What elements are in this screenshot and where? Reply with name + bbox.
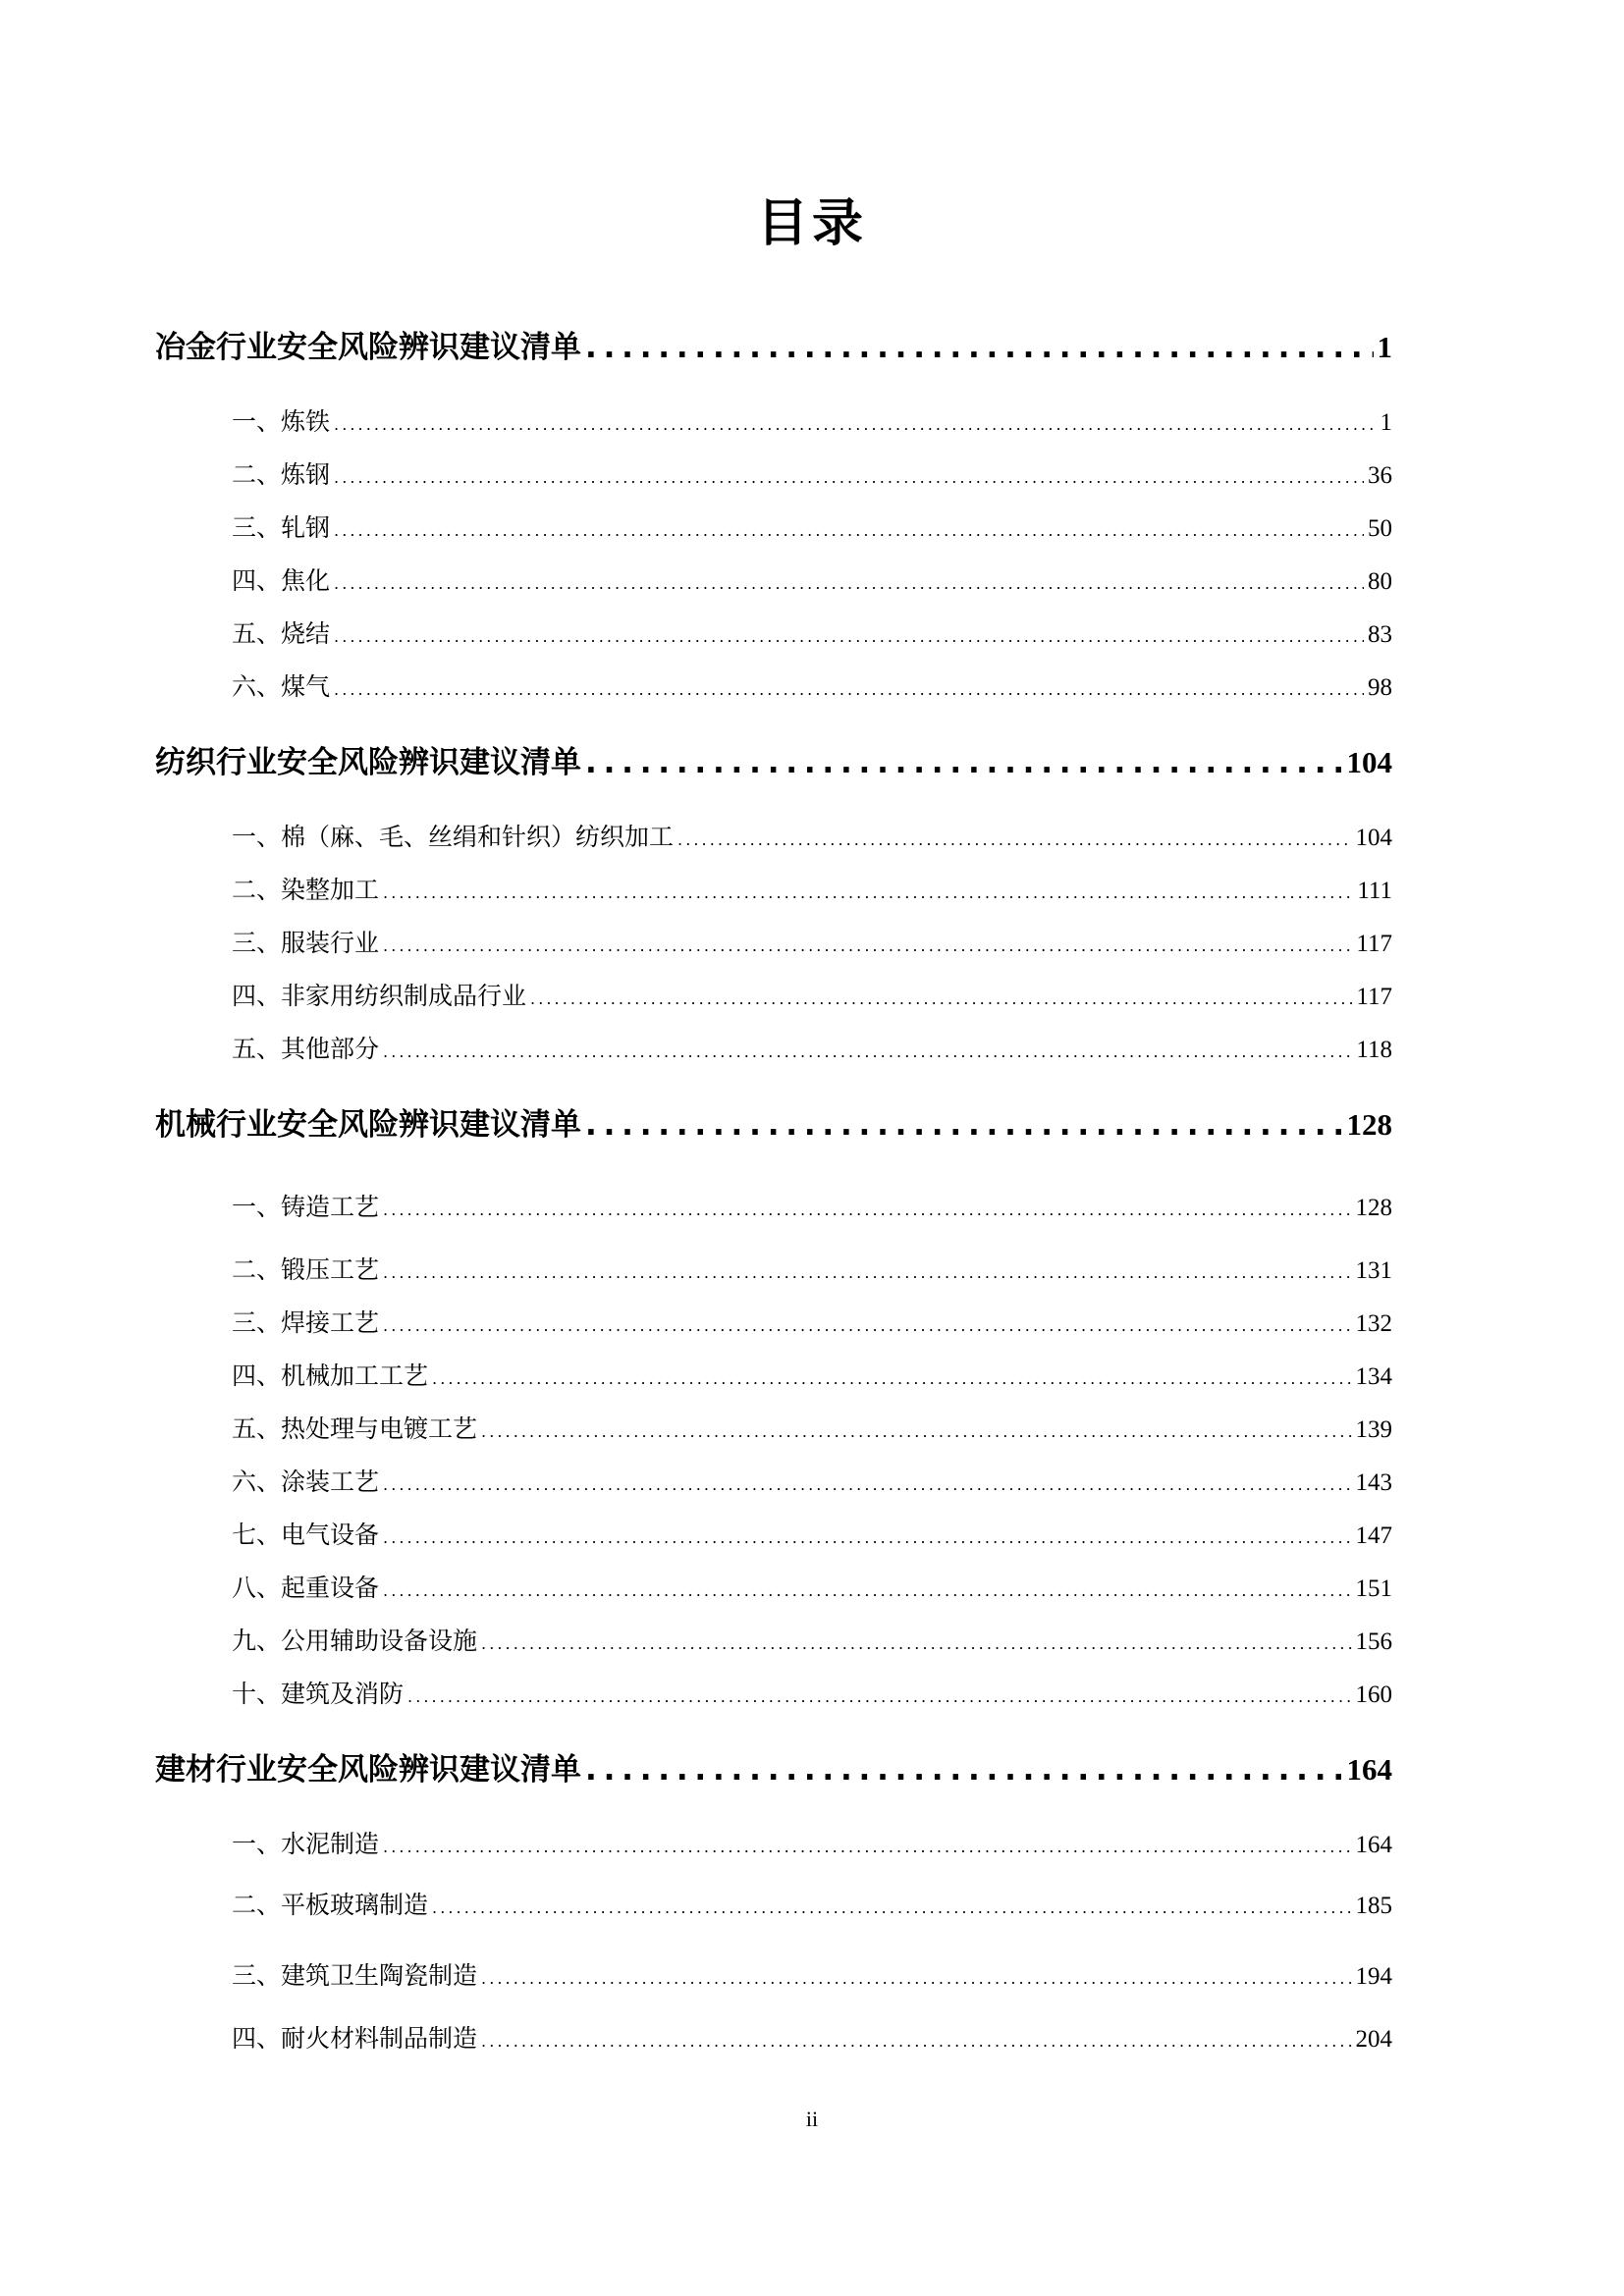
toc-item[interactable] xyxy=(232,821,1392,854)
toc-item-label: 六、涂装工艺 xyxy=(232,1468,380,1496)
toc-item[interactable] xyxy=(232,1307,1392,1340)
toc-item-label: 三、轧钢 xyxy=(232,513,331,542)
toc-section-machinery[interactable] xyxy=(155,1105,1392,1145)
toc-item[interactable] xyxy=(232,511,1392,545)
dot-leader xyxy=(383,1575,1351,1608)
dot-leader xyxy=(481,1962,1351,1996)
toc-section-textile[interactable] xyxy=(155,743,1392,782)
toc-page-number: 147 xyxy=(1355,1522,1392,1549)
toc-page-number: 104 xyxy=(1346,745,1392,779)
toc-item-label: 四、耐火材料制品制造 xyxy=(232,2024,478,2053)
dot-leader xyxy=(334,514,1364,548)
toc-item[interactable] xyxy=(232,670,1392,704)
toc-page-number: 104 xyxy=(1355,825,1392,851)
toc-item-label: 二、锻压工艺 xyxy=(232,1255,380,1284)
toc-section-label: 纺织行业安全风险辨识建议清单 xyxy=(155,745,581,780)
dot-leader xyxy=(432,1892,1351,1925)
toc-item-label: 九、公用辅助设备设施 xyxy=(232,1627,478,1655)
toc-item[interactable] xyxy=(232,1254,1392,1287)
toc-page-number: 50 xyxy=(1368,515,1392,542)
dot-leader xyxy=(677,824,1351,857)
toc-item-label: 四、非家用纺织制成品行业 xyxy=(232,982,527,1010)
toc-item[interactable] xyxy=(232,1413,1392,1446)
toc-item[interactable] xyxy=(232,1828,1392,1861)
toc-page-number: 134 xyxy=(1355,1363,1392,1390)
toc-item-label: 三、焊接工艺 xyxy=(232,1308,380,1337)
dot-leader xyxy=(481,1415,1351,1449)
toc-item[interactable] xyxy=(232,617,1392,651)
dot-leader xyxy=(585,1105,1343,1145)
dot-leader xyxy=(481,2025,1351,2058)
toc-item-label: 二、染整加工 xyxy=(232,876,380,904)
toc-item[interactable] xyxy=(232,980,1392,1013)
toc-item-label: 五、烧结 xyxy=(232,619,331,648)
page-title: 目录 xyxy=(756,194,867,253)
toc-item-label: 三、建筑卫生陶瓷制造 xyxy=(232,1961,478,1990)
toc-page-number: 156 xyxy=(1355,1629,1392,1655)
toc-item[interactable] xyxy=(232,1191,1392,1224)
toc-page-number: 1 xyxy=(1380,409,1392,436)
toc-page-number: 36 xyxy=(1368,462,1392,489)
toc-page-number: 132 xyxy=(1355,1310,1392,1337)
toc-page-number: 139 xyxy=(1355,1416,1392,1443)
toc-section-metallurgy[interactable] xyxy=(155,328,1392,367)
dot-leader xyxy=(334,673,1364,707)
toc-page-number: 118 xyxy=(1356,1037,1392,1063)
toc-item-label: 一、棉（麻、毛、丝绢和针织）纺织加工 xyxy=(232,823,675,851)
toc-item-label: 一、炼铁 xyxy=(232,407,331,436)
toc-item[interactable] xyxy=(232,1572,1392,1605)
dot-leader xyxy=(585,1750,1343,1789)
dot-leader xyxy=(481,1628,1351,1661)
toc-item-label: 二、炼钢 xyxy=(232,460,331,489)
dot-leader xyxy=(383,1522,1351,1555)
toc-page-number: 185 xyxy=(1355,1893,1392,1919)
dot-leader xyxy=(383,1831,1351,1864)
toc-item[interactable] xyxy=(232,1889,1392,1922)
toc-item-label: 七、电气设备 xyxy=(232,1521,380,1549)
toc-item-label: 六、煤气 xyxy=(232,672,331,701)
toc-item-label: 五、热处理与电镀工艺 xyxy=(232,1415,478,1443)
toc-item[interactable] xyxy=(232,927,1392,960)
toc-item[interactable] xyxy=(232,1625,1392,1658)
toc-item-label: 二、平板玻璃制造 xyxy=(232,1891,429,1919)
toc-item-label: 四、机械加工工艺 xyxy=(232,1362,429,1390)
dot-leader xyxy=(383,1468,1351,1502)
toc-page-number: 204 xyxy=(1355,2026,1392,2053)
dot-leader xyxy=(383,1256,1351,1290)
dot-leader xyxy=(383,877,1353,910)
toc-page-number: 117 xyxy=(1356,984,1392,1010)
toc-item[interactable] xyxy=(232,2022,1392,2056)
toc-section-label: 机械行业安全风险辨识建议清单 xyxy=(155,1107,581,1143)
toc-section-label: 建材行业安全风险辨识建议清单 xyxy=(155,1752,581,1788)
toc-item[interactable] xyxy=(232,405,1392,439)
dot-leader xyxy=(383,1194,1351,1227)
toc-page-number: 160 xyxy=(1355,1682,1392,1708)
toc-page-number: 1 xyxy=(1377,330,1392,364)
toc-page-number: 131 xyxy=(1355,1257,1392,1284)
toc-section-building-materials[interactable] xyxy=(155,1750,1392,1789)
dot-leader xyxy=(334,620,1364,654)
dot-leader xyxy=(334,461,1364,495)
toc-page-number: 128 xyxy=(1355,1195,1392,1221)
toc-page-number: 80 xyxy=(1368,568,1392,595)
toc-item[interactable] xyxy=(232,874,1392,907)
toc-item-label: 四、焦化 xyxy=(232,566,331,595)
toc-page-number: 164 xyxy=(1346,1752,1392,1787)
toc-item[interactable] xyxy=(232,1959,1392,1993)
toc-page-number: 83 xyxy=(1368,621,1392,648)
dot-leader xyxy=(383,930,1352,963)
toc-page-number: 128 xyxy=(1346,1107,1392,1142)
dot-leader xyxy=(407,1681,1351,1714)
dot-leader xyxy=(383,1036,1352,1069)
dot-leader xyxy=(585,743,1343,782)
toc-page-number: 143 xyxy=(1355,1469,1392,1496)
toc-page-number: 151 xyxy=(1355,1575,1392,1602)
toc-item-label: 八、起重设备 xyxy=(232,1574,380,1602)
toc-page-number: 111 xyxy=(1357,878,1392,904)
toc-page-number: 164 xyxy=(1355,1832,1392,1858)
dot-leader xyxy=(530,983,1352,1016)
dot-leader xyxy=(432,1362,1351,1396)
dot-leader xyxy=(383,1309,1351,1343)
toc-item[interactable] xyxy=(232,564,1392,598)
toc-section-label: 冶金行业安全风险辨识建议清单 xyxy=(155,330,581,365)
dot-leader xyxy=(585,328,1374,367)
toc-item[interactable] xyxy=(232,1033,1392,1066)
toc-item-label: 一、铸造工艺 xyxy=(232,1193,380,1221)
toc-item-label: 十、建筑及消防 xyxy=(232,1680,405,1708)
page-footer-number: ii xyxy=(805,2107,819,2131)
toc-item[interactable] xyxy=(232,458,1392,492)
toc-page-number: 117 xyxy=(1356,931,1392,957)
toc-item-label: 五、其他部分 xyxy=(232,1035,380,1063)
dot-leader xyxy=(334,567,1364,601)
toc-item-label: 一、水泥制造 xyxy=(232,1830,380,1858)
toc-page-number: 194 xyxy=(1355,1963,1392,1990)
toc-item[interactable] xyxy=(232,1678,1392,1711)
toc-item[interactable] xyxy=(232,1360,1392,1393)
toc-page-number: 98 xyxy=(1368,674,1392,701)
toc-item-label: 三、服装行业 xyxy=(232,929,380,957)
toc-item[interactable] xyxy=(232,1519,1392,1552)
dot-leader xyxy=(334,408,1376,442)
toc-item[interactable] xyxy=(232,1466,1392,1499)
